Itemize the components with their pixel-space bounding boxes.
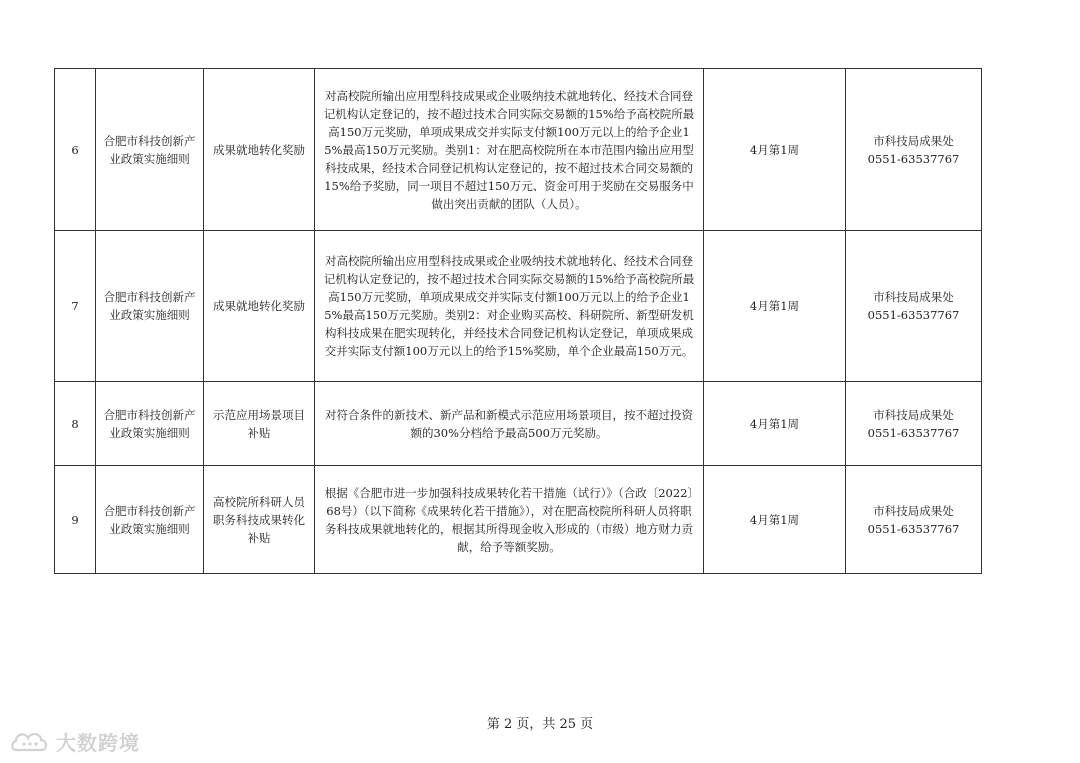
contact-department: 市科技局成果处 (873, 133, 954, 148)
watermark (10, 726, 140, 756)
contact-phone: 0551-63537767 (867, 425, 960, 440)
contact-department: 市科技局成果处 (873, 290, 954, 304)
policy-content: 根据《合肥市进一步加强科技成果转化若干措施（试行）》（合政〔2022〕68号）（以下简称《成果转化若干措施》），对在肥高校院所科研人员将职务科技成果就地转化的，根据其所得现金收入形成的（市级）地方财力贡献，给予等额奖励。 (315, 466, 704, 574)
policy-name: 合肥市科技创新产业政策实施细则 (96, 382, 204, 466)
policy-name: 合肥市科技创新产业政策实施细则 (96, 69, 204, 231)
apply-time: 4月第1周 (704, 69, 846, 231)
policy-name: 合肥市科技创新产业政策实施细则 (96, 231, 204, 382)
policy-content: 对高校院所输出应用型科技成果或企业吸纳技术就地转化、经技术合同登记机构认定登记的，按不超过技术合同实际交易额的15%给予高校院所最高150万元奖励，单项成果成交并实际支付额100万元以上的给予企业15%最高150万元奖励。类别1：对在肥高校院所在本市范围内输出应用型科技成果，经技术合同登记机构认定登记的，按不超过技术合同交易额的15%给予奖励，同一项目不超过150万元、资金可用于奖励在交易服务中做出突出贡献的团队（人员）。 (315, 69, 704, 231)
row-index: 7 (55, 231, 96, 382)
row-index: 8 (55, 382, 96, 466)
contact-department: 市科技局成果处 (873, 503, 954, 518)
contact-phone: 0551-63537767 (867, 308, 960, 322)
table-row (55, 466, 982, 574)
apply-time: 4月第1周 (704, 466, 846, 574)
contact-cell (846, 231, 982, 382)
contact-phone: 0551-63537767 (867, 151, 960, 166)
contact-cell (846, 69, 982, 231)
page-number: 第 2 页，共 25 页 (486, 717, 594, 732)
row-index: 9 (55, 466, 96, 574)
item-name: 成果就地转化奖励 (204, 69, 315, 231)
policy-table (54, 68, 982, 574)
table-row (55, 69, 982, 231)
apply-time: 4月第1周 (704, 231, 846, 382)
item-name: 成果就地转化奖励 (204, 231, 315, 382)
contact-cell (846, 382, 982, 466)
policy-content: 对符合条件的新技术、新产品和新模式示范应用场景项目，按不超过投资额的30%分档给予最高500万元奖励。 (315, 382, 704, 466)
row-index: 6 (55, 69, 96, 231)
policy-content: 对高校院所输出应用型科技成果或企业吸纳技术就地转化、经技术合同登记机构认定登记的，按不超过技术合同实际交易额的15%给予高校院所最高150万元奖励，单项成果成交并实际支付额100万元以上的给予企业15%最高150万元奖励。类别2：对企业购买高校、科研院所、新型研发机构科技成果在肥实现转化，并经技术合同登记机构认定登记，单项成果成交并实际支付额100万元以上的给予15%奖励，单个企业最高150万元。 (315, 231, 704, 382)
watermark-text: 大数跨境 (56, 730, 140, 755)
item-name: 高校院所科研人员职务科技成果转化补贴 (204, 466, 315, 574)
table-row (55, 231, 982, 382)
contact-department: 市科技局成果处 (873, 407, 954, 422)
cloud-logo-icon (10, 728, 50, 754)
item-name: 示范应用场景项目补贴 (204, 382, 315, 466)
apply-time: 4月第1周 (704, 382, 846, 466)
contact-cell (846, 466, 982, 574)
contact-phone: 0551-63537767 (867, 521, 960, 536)
policy-name: 合肥市科技创新产业政策实施细则 (96, 466, 204, 574)
table-row (55, 382, 982, 466)
